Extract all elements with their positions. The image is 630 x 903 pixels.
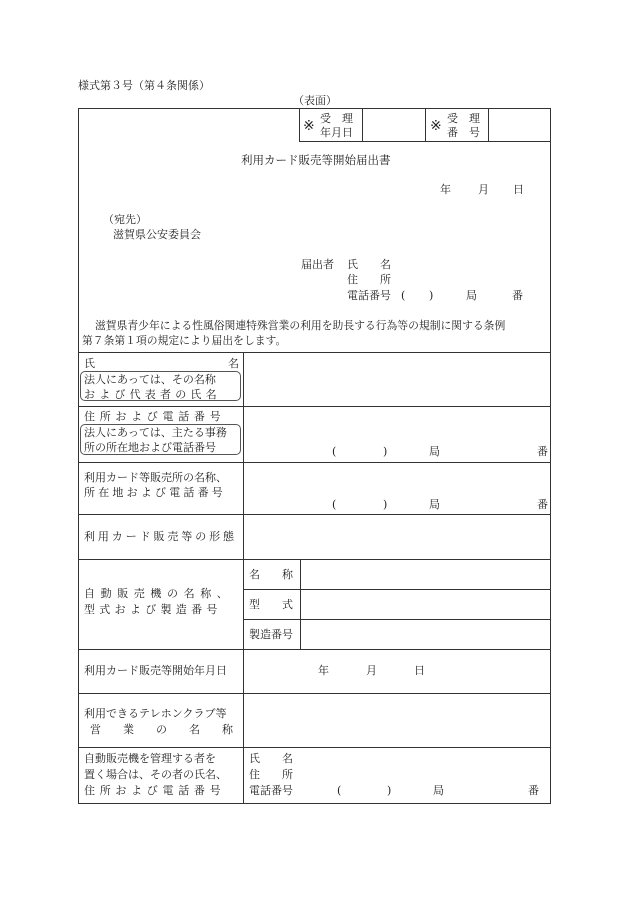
statement-line-2: 第７条第１項の規定により届出をします。 (82, 334, 287, 347)
reception-date-label-1: 受 理 (320, 112, 353, 125)
row-address-kyoku: 局 (429, 445, 440, 458)
machine-model-field[interactable] (301, 590, 550, 619)
row-form-label: 利用カード販売等の形態 (84, 530, 237, 543)
reception-number-field[interactable] (489, 109, 550, 141)
manager-phone-kyoku: 局 (433, 784, 444, 797)
name-field[interactable] (244, 353, 550, 406)
club-name-field[interactable] (244, 694, 550, 747)
notifier-address-label: 住 所 (347, 273, 391, 286)
manager-address-label: 住 所 (249, 768, 293, 781)
row-shop-label-1: 利用カード等販売所の名称、 (84, 471, 227, 484)
date-month: 月 (478, 183, 489, 196)
manager-phone-close: ) (387, 784, 392, 797)
row-shop-kyoku: 局 (429, 498, 440, 511)
manager-name-label: 氏 名 (249, 752, 293, 765)
row-manager-label-3: 住所および電話番号 (84, 784, 226, 797)
row-manager-label-1: 自動販売機を管理する者を (84, 752, 216, 765)
row-address-close: ) (383, 445, 388, 458)
machine-name-field[interactable] (301, 560, 550, 589)
reception-date-field[interactable] (363, 109, 425, 141)
row-start-label: 利用カード販売等開始年月日 (84, 664, 227, 677)
sales-form-field[interactable] (244, 515, 550, 559)
manager-phone-label: 電話番号 (249, 784, 293, 797)
row-name-label-1b: 名 (228, 357, 239, 370)
reception-number-label-2: 番 号 (447, 126, 480, 139)
machine-sub-model: 型 式 (249, 598, 293, 611)
row-address-ban: 番 (537, 445, 548, 458)
manager-field[interactable] (300, 748, 550, 803)
row-shop-ban: 番 (537, 498, 548, 511)
machine-sub-name: 名 称 (249, 568, 293, 581)
row-name-label-2: 法人にあっては、その名称 (84, 373, 216, 386)
manager-phone-ban: 番 (528, 784, 539, 797)
date-year: 年 (440, 183, 451, 196)
notifier-phone-label: 電話番号 (347, 289, 391, 302)
row-address-label-1: 住所および電話番号 (84, 410, 226, 423)
shop-field[interactable] (244, 463, 550, 514)
start-date-field[interactable] (244, 650, 550, 693)
document-title: 利用カード販売等開始届出書 (241, 153, 391, 167)
start-month: 月 (366, 664, 377, 677)
notifier-phone-close: ) (429, 289, 434, 302)
side-label: （表面） (293, 94, 337, 107)
reception-date-mark: ※ (303, 118, 315, 134)
start-day: 日 (414, 664, 425, 677)
row-machine-label-2: 型式および製造番号 (84, 603, 222, 616)
machine-serial-field[interactable] (301, 620, 550, 649)
row-club-label-2: 営 業 の 名 称 (90, 723, 233, 736)
machine-sub-serial: 製造番号 (249, 628, 293, 641)
notifier-name-label: 氏 名 (347, 258, 391, 271)
row-address-label-2: 法人にあっては、主たる事務 (84, 426, 227, 439)
reception-number-label-1: 受 理 (447, 112, 480, 125)
row-club-label-1: 利用できるテレホンクラブ等 (84, 707, 227, 720)
notifier-phone-kyoku: 局 (466, 289, 477, 302)
row-address-label-3: 所の所在地および電話番号 (84, 441, 216, 454)
row-shop-close: ) (383, 498, 388, 511)
address-field[interactable] (244, 407, 550, 462)
statement-line-1: 滋賀県青少年による性風俗関連特殊営業の利用を助長する行為等の規制に関する条例 (95, 319, 506, 332)
row-shop-label-2: 所在地および電話番号 (84, 486, 226, 499)
addressee-label: （宛先） (103, 213, 147, 226)
reception-date-label-2: 年月日 (320, 126, 353, 139)
start-year: 年 (318, 664, 329, 677)
row-name-label-3: および代表者の氏名 (84, 388, 221, 401)
row-address-open: ( (332, 445, 337, 458)
date-day: 日 (513, 183, 524, 196)
reception-number-mark: ※ (430, 118, 442, 134)
row-name-label-1: 氏 (84, 357, 95, 370)
form-number: 様式第３号（第４条関係） (78, 79, 210, 92)
addressee-name: 滋賀県公安委員会 (113, 228, 201, 241)
manager-phone-open: ( (337, 784, 342, 797)
row-shop-open: ( (332, 498, 337, 511)
row-machine-label-1: 自動販売機の名称、 (84, 587, 234, 600)
row-manager-label-2: 置く場合は、その者の氏名、 (84, 768, 227, 781)
notifier-phone-open: ( (401, 289, 406, 302)
notifier-label: 届出者 (301, 258, 334, 271)
notifier-phone-ban: 番 (512, 289, 523, 302)
